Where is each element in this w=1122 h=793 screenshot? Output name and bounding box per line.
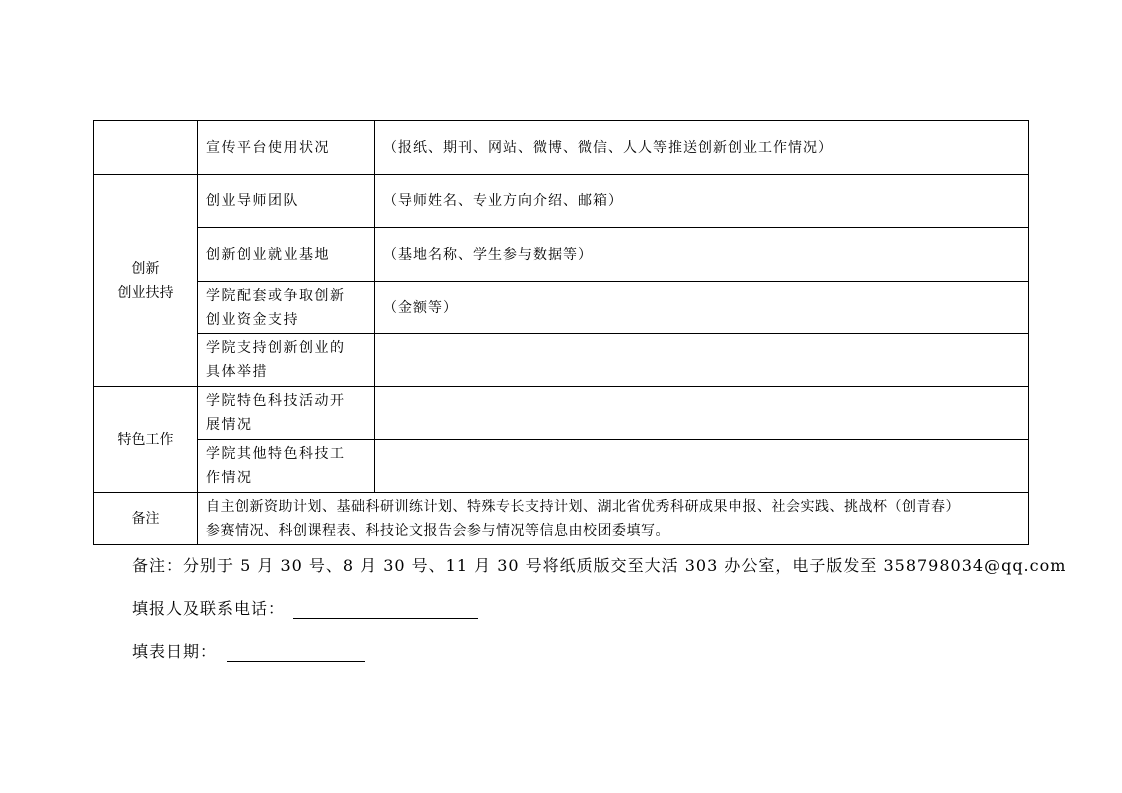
desc-cell: （基地名称、学生参与数据等） [375, 228, 1029, 282]
table-row-remarks [94, 493, 1029, 545]
item-label: 作情况 [206, 470, 253, 486]
item-label: 学院配套或争取创新 [206, 287, 346, 304]
table-row [94, 121, 1029, 175]
remarks-line: 自主创新资助计划、基础科研训练计划、特殊专长支持计划、湖北省优秀科研成果申报、社会实践、挑战杯（创青春） [206, 498, 960, 515]
remarks-cell [198, 493, 1029, 545]
table-row [94, 228, 1029, 282]
desc-cell [375, 440, 1029, 493]
item-label: 具体举措 [206, 364, 268, 380]
submission-note: 备注：分别于 5 月 30 号、8 月 30 号、11 月 30 号将纸质版交至大活 303 办公室，电子版发至 358798034@qq.com [132, 556, 1067, 575]
table-row [94, 175, 1029, 228]
contact-field [132, 596, 478, 619]
item-cell [198, 387, 375, 440]
report-form-table [93, 120, 1029, 545]
contact-blank-line[interactable] [293, 596, 478, 619]
item-cell: 创新创业就业基地 [198, 228, 375, 282]
desc-cell: （金额等） [375, 282, 1029, 334]
remarks-line: 参赛情况、科创课程表、科技论文报告会参与情况等信息由校团委填写。 [206, 522, 670, 539]
table-row [94, 334, 1029, 387]
item-label: 创业资金支持 [206, 311, 299, 328]
item-cell [198, 334, 375, 387]
contact-label: 填报人及联系电话： [132, 599, 286, 618]
item-cell: 宣传平台使用状况 [198, 121, 375, 175]
date-field [132, 639, 365, 662]
item-cell: 创业导师团队 [198, 175, 375, 228]
date-label: 填表日期： [132, 642, 218, 661]
date-blank-line[interactable] [227, 639, 365, 662]
table-row [94, 282, 1029, 334]
item-cell [198, 282, 375, 334]
item-cell [198, 440, 375, 493]
category-cell-remarks: 备注 [94, 493, 198, 545]
category-cell-featured: 特色工作 [94, 387, 198, 493]
category-cell-empty [94, 121, 198, 175]
item-label: 学院其他特色科技工 [206, 446, 346, 462]
category-label: 创业扶持 [117, 284, 174, 301]
table-row [94, 440, 1029, 493]
desc-cell [375, 334, 1029, 387]
item-label: 学院特色科技活动开 [206, 393, 346, 409]
item-label: 展情况 [206, 417, 253, 433]
category-cell-innovation [94, 175, 198, 387]
item-label: 学院支持创新创业的 [206, 340, 346, 356]
table-row [94, 387, 1029, 440]
desc-cell: （导师姓名、专业方向介绍、邮箱） [375, 175, 1029, 228]
desc-cell [375, 387, 1029, 440]
desc-cell: （报纸、期刊、网站、微博、微信、人人等推送创新创业工作情况） [375, 121, 1029, 175]
category-label: 创新 [131, 260, 160, 277]
